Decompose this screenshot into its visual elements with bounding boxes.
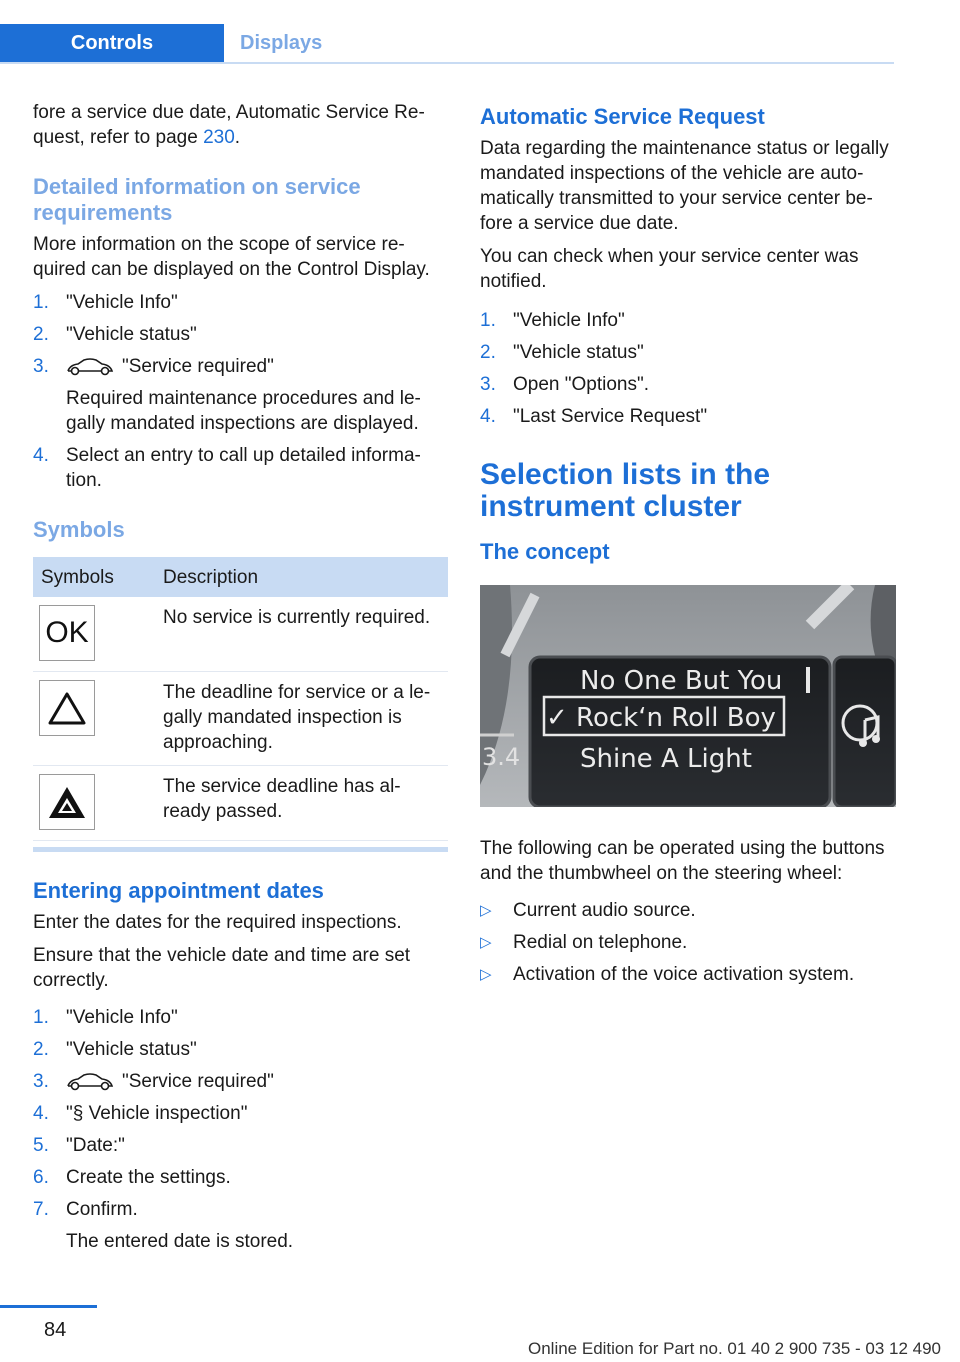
left-column: [33, 100, 448, 1262]
appointment-heading: Entering appointment dates: [33, 878, 324, 903]
list-item: [33, 290, 448, 315]
appointment-text-1: Enter the dates for the required inspections.: [33, 912, 402, 933]
page-reference-link[interactable]: 230: [203, 127, 235, 148]
list-item: [33, 1133, 448, 1158]
asr-heading: Automatic Service Request: [480, 104, 765, 129]
intro-end: .: [234, 127, 241, 148]
list-item: [33, 322, 448, 347]
step-text: Open "Options".: [513, 374, 650, 395]
step-number: 5.: [33, 1135, 49, 1156]
detail-heading: Detailed information on service requirements: [33, 174, 361, 225]
table-header-description: Description: [155, 557, 448, 597]
step-text: "Service required": [122, 1071, 274, 1092]
bullet-triangle-icon: ▷: [480, 902, 492, 919]
bullet-text: Current audio source.: [513, 900, 696, 921]
list-item: [33, 1101, 448, 1126]
step-text: "§ Vehicle inspection": [66, 1103, 248, 1124]
operate-bullets-list: [480, 898, 896, 987]
step-text: "Vehicle status": [513, 342, 644, 363]
intro-text: fore a service due date, Automatic Service Re-quest, refer to page: [33, 102, 425, 148]
list-item: [480, 340, 896, 365]
step-text: "Vehicle status": [66, 1039, 197, 1060]
symbols-heading: Symbols: [33, 517, 125, 542]
intro-paragraph: [33, 100, 448, 150]
step-text: Create the settings.: [66, 1167, 231, 1188]
detail-text: More information on the scope of service re-quired can be displayed on the Control Display.: [33, 234, 430, 280]
appointment-text-2: Ensure that the vehicle date and time are set correctly.: [33, 945, 411, 991]
step-text: "Service required": [122, 356, 274, 377]
step-number: 4.: [480, 406, 496, 427]
operate-text: The following can be operated using the buttons and the thumbwheel on the steering wheel:: [480, 838, 885, 884]
symbols-table: [33, 557, 448, 841]
car-service-icon: [66, 1072, 114, 1092]
gauge-number: 3.4: [482, 743, 521, 771]
tab-controls[interactable]: Controls: [0, 24, 224, 62]
detail-steps-list: [33, 290, 448, 493]
step-text: Confirm.: [66, 1199, 138, 1220]
right-column: [480, 100, 896, 995]
asr-text-1: Data regarding the maintenance status or legally mandated inspections of the vehicle are auto-matically transmitted to your service center be-fore a service due date.: [480, 138, 889, 234]
list-item: [480, 962, 896, 987]
step-number: 6.: [33, 1167, 49, 1188]
concept-heading: The concept: [480, 539, 610, 564]
page-number: 84: [44, 1319, 67, 1341]
step-number: 3.: [33, 356, 49, 377]
bullet-triangle-icon: ▷: [480, 966, 492, 983]
step-number: 3.: [33, 1071, 49, 1092]
step-text: "Date:": [66, 1135, 125, 1156]
step-number: 7.: [33, 1199, 49, 1220]
header-tabs: [0, 0, 894, 64]
instrument-cluster-photo: [480, 585, 896, 807]
list-item: [480, 898, 896, 923]
appointment-steps-list: [33, 1005, 448, 1254]
step-text: "Vehicle status": [66, 324, 197, 345]
tab-displays[interactable]: Displays: [240, 32, 323, 54]
step-number: 4.: [33, 1103, 49, 1124]
bullet-triangle-icon: ▷: [480, 934, 492, 951]
step-number: 1.: [480, 310, 496, 331]
list-item: [480, 930, 896, 955]
section-heading: Selection lists in the instrument cluster: [480, 458, 771, 523]
step-text: "Vehicle Info": [66, 292, 178, 313]
list-item: [33, 443, 448, 493]
asr-steps-list: [480, 308, 896, 429]
step-number: 2.: [33, 1039, 49, 1060]
step-number: 4.: [33, 445, 49, 466]
step-number: 1.: [33, 292, 49, 313]
list-item: [33, 354, 448, 436]
list-item: [480, 372, 896, 397]
step-text: "Vehicle Info": [513, 310, 625, 331]
list-item: [480, 404, 896, 429]
table-header-row: [33, 557, 448, 597]
step-subtext: The entered date is stored.: [66, 1231, 294, 1252]
step-text: Select an entry to call up detailed informa-tion.: [66, 445, 421, 491]
warning-triangle-outline-icon: [39, 680, 95, 736]
list-item: [33, 1165, 448, 1190]
table-row: [33, 766, 448, 841]
bullet-text: Redial on telephone.: [513, 932, 688, 953]
list-item: [33, 1037, 448, 1062]
ok-symbol-icon: OK: [39, 605, 95, 661]
table-row: [33, 672, 448, 766]
list-item: [33, 1197, 448, 1254]
table-row: [33, 597, 448, 672]
car-service-icon: [66, 357, 114, 377]
step-text: "Last Service Request": [513, 406, 708, 427]
table-cell-description: The service deadline has al-ready passed.: [155, 766, 448, 841]
list-item: [33, 1069, 448, 1094]
step-number: 2.: [480, 342, 496, 363]
step-number: 1.: [33, 1007, 49, 1028]
step-text: "Vehicle Info": [66, 1007, 178, 1028]
step-number: 3.: [480, 374, 496, 395]
step-number: 2.: [33, 324, 49, 345]
table-bottom-rule: [33, 847, 448, 852]
list-item: [480, 308, 896, 333]
table-header-symbols: Symbols: [33, 557, 155, 597]
table-cell-description: The deadline for service or a le-gally mandated inspection is approaching.: [155, 672, 448, 766]
table-cell-description: No service is currently required.: [155, 597, 448, 672]
playlist-item-1: No One But You: [580, 666, 783, 696]
asr-text-2: You can check when your service center was notified.: [480, 246, 859, 292]
list-item: [33, 1005, 448, 1030]
playlist-item-2: ✓ Rock‘n Roll Boy: [546, 703, 776, 733]
bullet-text: Activation of the voice activation system.: [513, 964, 855, 985]
step-subtext: Required maintenance procedures and le-gally mandated inspections are displayed.: [66, 388, 421, 434]
footer-rule: [0, 1305, 97, 1308]
edition-text: Online Edition for Part no. 01 40 2 900 735 - 03 12 490: [528, 1339, 942, 1358]
warning-triangle-filled-icon: [39, 774, 95, 830]
playlist-item-3: Shine A Light: [580, 744, 752, 774]
